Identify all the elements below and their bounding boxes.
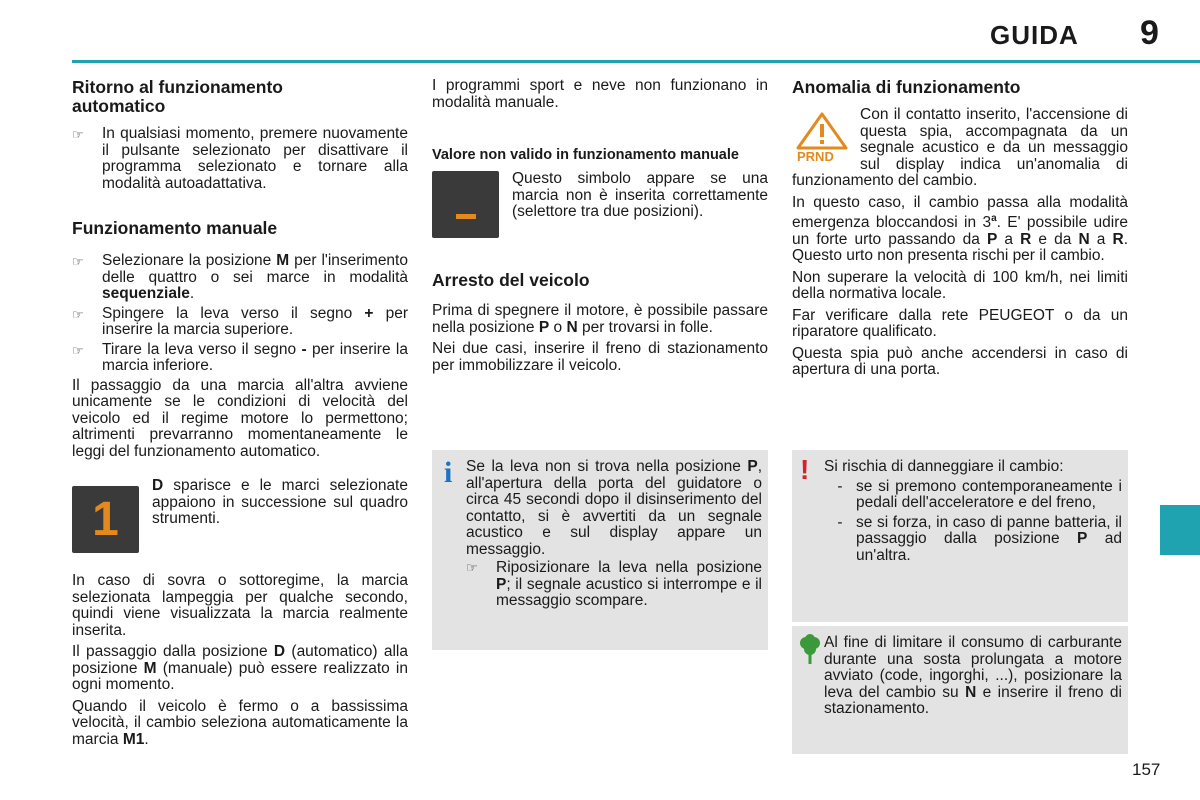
chapter-number: 9 — [1140, 14, 1159, 52]
arresto-title: Arresto del veicolo — [432, 270, 590, 290]
due-casi-text: Nei due casi, inserire il freno di stazionamento per immobilizzare il veicolo. — [432, 340, 768, 374]
info-text: Se la leva non si trova nella posizione P, all'apertura della porta del guidatore o circa 45 secondi dopo il disinserimento del contatto, si è avvertiti da un segnale acustico e sul display appare un messaggio. — [466, 458, 762, 558]
anomalia-title: Anomalia di funzionamento — [792, 77, 1021, 97]
info-box — [432, 450, 768, 650]
info-icon: i — [444, 456, 453, 489]
sovra-text: In caso di sovra o sottoregime, la marcia selezionata lampeggia per qualche secondo, quindi viene visualizzata la marcia realmente inserita. — [72, 572, 408, 639]
prnd-warning-icon: PRND — [792, 107, 854, 167]
porta-text: Questa spia può anche accendersi in caso di apertura di una porta. — [792, 344, 1128, 379]
page-number: 157 — [1132, 760, 1161, 779]
column-left — [72, 78, 408, 753]
sport-text: I programmi sport e neve non funzionano in modalità manuale. — [432, 77, 768, 111]
manuale-bullet-3: ☞ Tirare la leva verso il segno - per inserire la marcia inferiore. — [72, 340, 408, 374]
velocita-text: Non superare la velocità di 100 km/h, nei limiti della normativa locale. — [792, 268, 1128, 303]
ritorno-bullet: ☞ In qualsiasi momento, premere nuovamente il pulsante selezionato per disattivare il programma selezionato e tornare alla modalità autoadattativa. — [72, 125, 408, 192]
invalid-gear-dash-icon — [432, 171, 499, 238]
gear-display-block — [72, 478, 408, 553]
manuale-bullet-1: ☞ Selezionare la posizione M per l'inserimento delle quattro o sei marce in modalità sequenziale. — [72, 252, 408, 302]
fermo-text: Quando il veicolo è fermo o a bassissima velocità, il cambio seleziona automaticamente la marcia M1. — [72, 697, 408, 748]
manuale-bullet-2: ☞ Spingere la leva verso il segno + per inserire la marcia superiore. — [72, 304, 408, 338]
column-middle — [432, 78, 768, 379]
hand-pointer-icon: ☞ — [72, 306, 84, 322]
invalid-gear-block — [432, 171, 768, 238]
chapter-side-tab — [1160, 505, 1200, 555]
warning-item-2: - se si forza, in caso di panne batteria, il passaggio dalla posizione P ad un'altra. — [837, 513, 1122, 564]
simbolo-text: Questo simbolo appare se una marcia non è inserita correttamente (selettore tra due posizioni). — [512, 170, 768, 220]
passaggio-text: Il passaggio da una marcia all'altra avviene unicamente se le condizioni di velocità del veicolo ed il regime motore lo permettono; altrimenti prevarranno momentaneamente le leggi del funzionamento automatico. — [72, 376, 408, 460]
warning-content — [824, 459, 1122, 567]
hand-pointer-icon: ☞ — [72, 127, 84, 142]
exclamation-warning-icon: ! — [800, 454, 810, 485]
ritorno-title: Ritorno al funzionamento automatico — [72, 77, 283, 116]
column-right — [792, 78, 1128, 384]
chapter-title: GUIDA — [990, 20, 1079, 50]
anomalia-text: Con il contatto inserito, l'accensione di questa spia, accompagnata da un segnale acustico e da un messaggio sul display indica un'anomalia di funzionamento del cambio. — [792, 106, 1128, 189]
header-rule — [72, 60, 1200, 63]
peugeot-text: Far verificare dalla rete PEUGEOT o da un riparatore qualificato. — [792, 306, 1128, 341]
info-bullet: ☞ Riposizionare la leva nella posizione P; il segnale acustico si interrompe e il messaggio scompare. — [466, 559, 762, 609]
manuale-title: Funzionamento manuale — [72, 218, 278, 238]
valore-title: Valore non valido in funzionamento manuale — [432, 147, 739, 163]
eco-box — [792, 626, 1128, 754]
warning-item-1: - se si premono contemporaneamente i pedali dell'acceleratore e del freno, — [837, 477, 1122, 511]
warning-title: Si rischia di danneggiare il cambio: — [824, 458, 1064, 475]
arresto-text: Prima di spegnere il motore, è possibile passare nella posizione P o N per trovarsi in folle. — [432, 302, 768, 336]
anomalia-block — [792, 107, 1128, 190]
d-sparisce-text: D sparisce e le marci selezionate appaiono in successione sul quadro strumenti. — [152, 477, 408, 527]
eco-text: Al fine di limitare il consumo di carburante durante una sosta prolungata a motore avviato (code, ingorghi, ...), posizionare la leva del cambio su N e inserire il freno di stazionamento. — [824, 634, 1122, 717]
emergenza-text: In questo caso, il cambio passa alla modalità emergenza bloccandosi in 3$^a$. E' possibile udire un forte urto passando da P a R e da N a R. Questo urto non presenta rischi per il cambio. — [792, 193, 1129, 265]
warning-box — [792, 450, 1128, 622]
passaggio-d-text: Il passaggio dalla posizione D (automatico) alla posizione M (manuale) può essere realizzato in ogni momento. — [72, 643, 409, 693]
gear-one-display-icon: 1 — [72, 486, 139, 553]
tree-eco-icon — [798, 634, 822, 666]
hand-pointer-icon: ☞ — [72, 254, 84, 269]
hand-pointer-icon: ☞ — [466, 560, 478, 575]
hand-pointer-icon: ☞ — [72, 342, 84, 358]
